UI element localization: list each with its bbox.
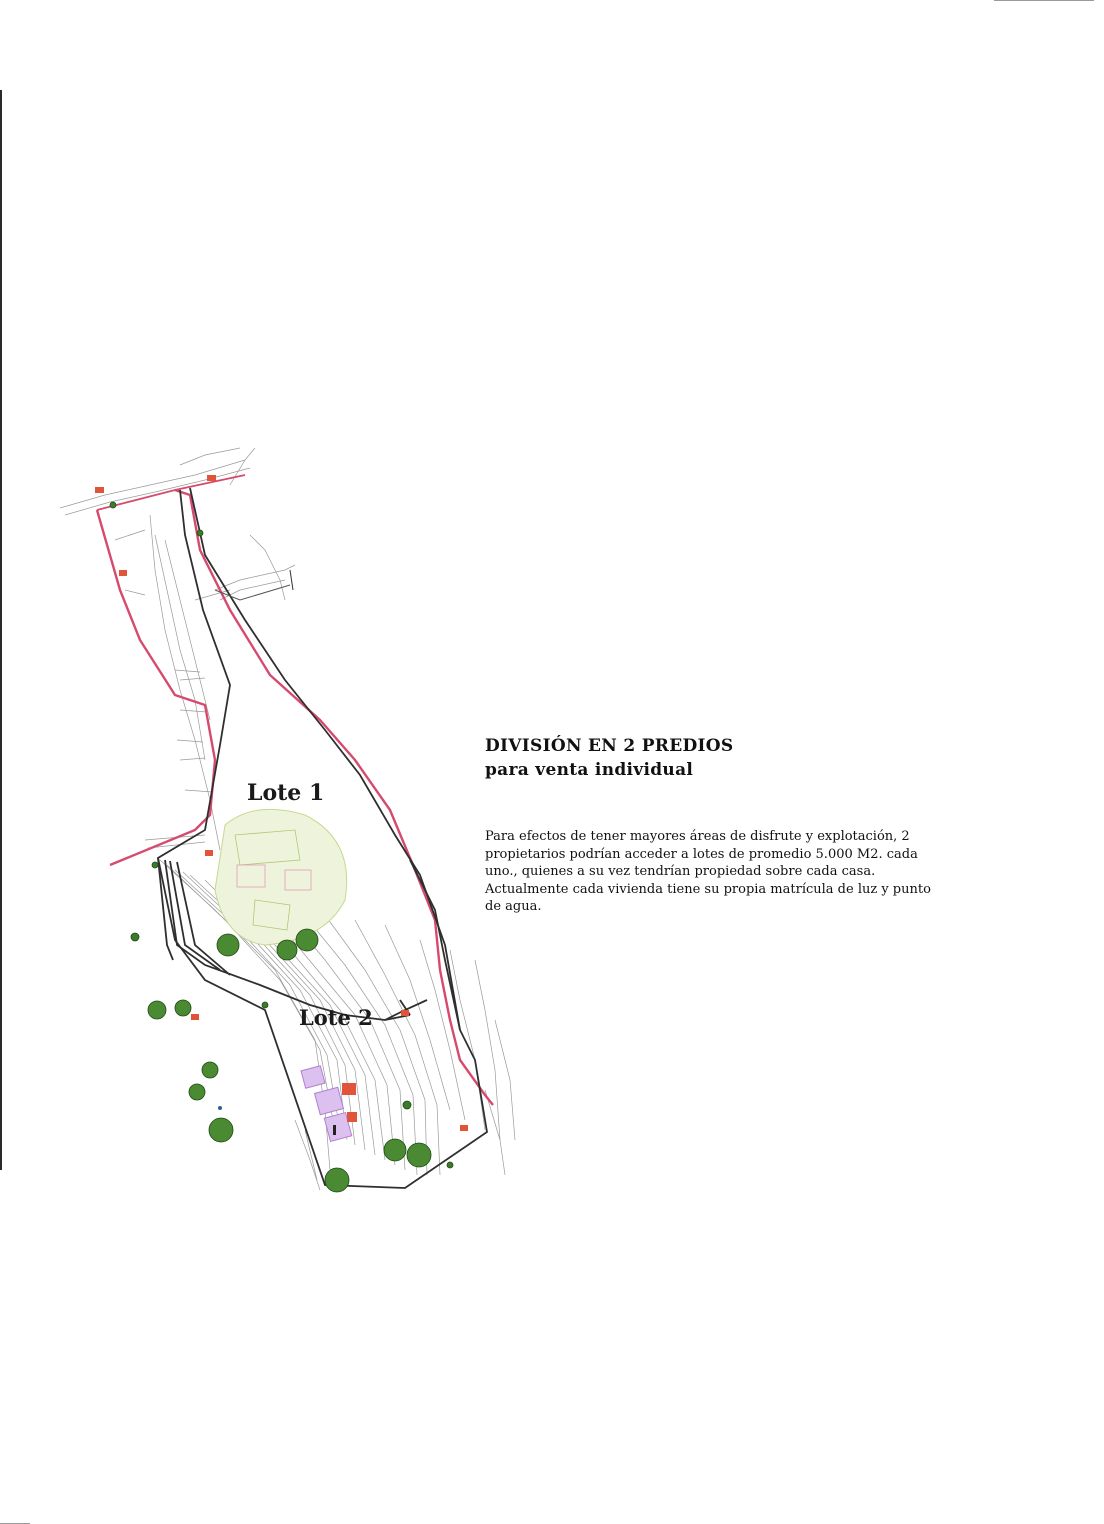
page-subtitle: para venta individual: [485, 760, 694, 780]
garden-area: [215, 809, 347, 945]
lot-2-label: Lote 2: [299, 1005, 373, 1030]
description-paragraph: Para efectos de tener mayores áreas de disfrute y explotación, 2 propietarios podrían acceder a lotes de promedio 5.000 M2. cada uno., quienes a su vez tendrían propiedad sobre cada casa. Actualmente cada vivienda tiene su propia matrícula de luz y punto de agua.: [485, 829, 931, 914]
site-plan-svg: [55, 440, 525, 1200]
page-title: DIVISIÓN EN 2 PREDIOS: [485, 736, 734, 756]
info-text-block: [485, 735, 955, 916]
page-edge-left: [0, 90, 2, 1170]
page-edge-top: [994, 0, 1094, 1]
property-map: [55, 440, 525, 1200]
lot-1-label: Lote 1: [247, 780, 325, 806]
houses: [301, 1066, 357, 1142]
